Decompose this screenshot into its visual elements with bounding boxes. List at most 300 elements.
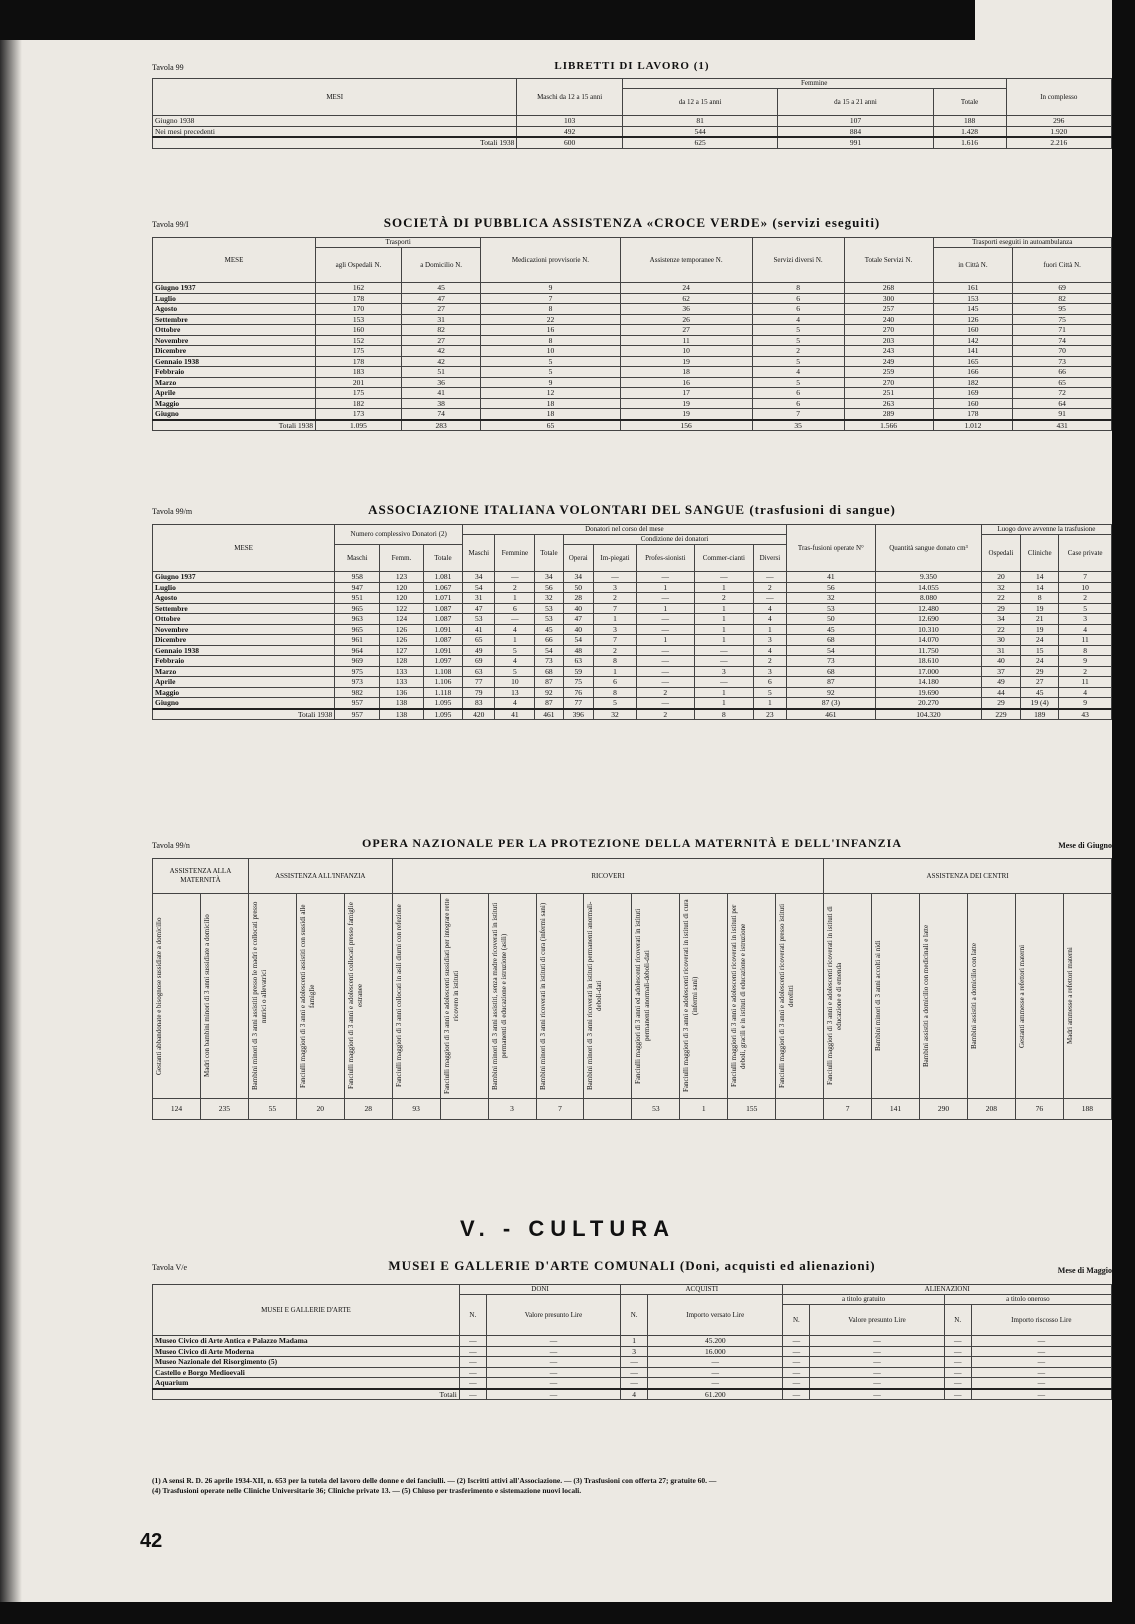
cell: 83 [463, 698, 495, 709]
tavola-label: Tavola V/e [152, 1263, 188, 1272]
cell: 10 [481, 346, 620, 357]
column-header [200, 894, 248, 1099]
cell: 12 [481, 388, 620, 399]
cell: 18 [481, 398, 620, 409]
cell: Totali 1938 [153, 709, 335, 720]
column-header-label: Madri con bambini minori di 3 anni sussidiate a domicilio [202, 914, 211, 1078]
cell: 1.081 [423, 572, 462, 583]
col-mesi: MESI [153, 79, 517, 116]
cell: 4 [1059, 624, 1112, 635]
cell: 28 [344, 1099, 392, 1120]
cell: 93 [392, 1099, 440, 1120]
cell: 23 [754, 709, 786, 720]
cell: Marzo [153, 377, 316, 388]
cell: 208 [967, 1099, 1015, 1120]
cell: 957 [335, 709, 380, 720]
cell: Luglio [153, 582, 335, 593]
cell: — [637, 624, 694, 635]
cell: — [810, 1357, 944, 1368]
cell: 27 [401, 304, 480, 315]
cell: 3 [593, 624, 636, 635]
cell: 77 [463, 677, 495, 688]
cell: 6 [752, 388, 844, 399]
col-mese: MESE [153, 525, 335, 572]
cell: 8 [1059, 645, 1112, 656]
cell: 461 [786, 709, 876, 720]
cell: 64 [1013, 398, 1112, 409]
cell: 9 [481, 283, 620, 294]
cell: 5 [495, 645, 535, 656]
cell: 136 [380, 687, 423, 698]
cell: 29 [1021, 666, 1059, 677]
cell: 6 [752, 398, 844, 409]
cell: 270 [844, 325, 933, 336]
cell: 37 [981, 666, 1021, 677]
cell: 14 [1021, 572, 1059, 583]
cell: — [944, 1346, 971, 1357]
tavola-label: Tavola 99/n [152, 841, 190, 850]
cell: 165 [933, 356, 1013, 367]
cell: 4 [752, 314, 844, 325]
cell: 461 [535, 709, 563, 720]
cell: 5 [593, 698, 636, 709]
cell: — [810, 1389, 944, 1400]
table-row [153, 677, 1112, 688]
table-row [153, 335, 1112, 346]
column-header-label: Fanciulli maggiori di 3 anni e adolescenti ricoverati in istituti di cura (infermi sani) [682, 899, 700, 1093]
cell: — [495, 572, 535, 583]
cell: — [486, 1357, 620, 1368]
cell: 2 [752, 346, 844, 357]
col-serv: Servizi diversi N. [752, 238, 844, 283]
cell: 600 [517, 137, 622, 148]
column-header-label: Gestanti abbandonate e bisognose sussidiate a domicilio [155, 917, 163, 1075]
cell: 1.106 [423, 677, 462, 688]
cell: — [971, 1346, 1111, 1357]
cell: 32 [593, 709, 636, 720]
cell: 175 [316, 388, 402, 399]
cell: 13 [495, 687, 535, 698]
cell: 66 [1013, 367, 1112, 378]
column-header-label: Fanciulli maggiori di 3 anni ed adolescenti ricoverati in istituti permanenti anormali-deboli-dati [634, 908, 652, 1084]
cell: 141 [872, 1099, 920, 1120]
col-fuori: fuori Città N. [1013, 248, 1112, 283]
column-header-label: Bambini assistiti a domicilio con medicinali e latte [922, 924, 930, 1068]
cell: Gennaio 1938 [153, 645, 335, 656]
cell: 958 [335, 572, 380, 583]
cell: 2 [495, 582, 535, 593]
cell: 6 [754, 677, 786, 688]
cell: 1 [694, 687, 754, 698]
cell: 34 [981, 614, 1021, 625]
cell: 45.200 [648, 1336, 783, 1347]
cell: 1 [637, 635, 694, 646]
cell: 1.071 [423, 593, 462, 604]
cell: 1.067 [423, 582, 462, 593]
cell: — [495, 614, 535, 625]
cell: — [783, 1357, 810, 1368]
column-header [1063, 894, 1111, 1099]
cell: Nei mesi precedenti [153, 126, 517, 137]
cell: 1.097 [423, 656, 462, 667]
table-row [153, 1336, 1112, 1347]
cell: 625 [622, 137, 777, 148]
cell: 2 [754, 582, 786, 593]
col-acq: ACQUISTI [621, 1285, 783, 1295]
cell: 24 [1021, 656, 1059, 667]
cell: 50 [786, 614, 876, 625]
cell: 54 [786, 645, 876, 656]
cell: 188 [1063, 1099, 1111, 1120]
cell: 7 [536, 1099, 584, 1120]
cell: 182 [933, 377, 1013, 388]
cell: — [593, 572, 636, 583]
cell [440, 1099, 488, 1120]
table-row [153, 572, 1112, 583]
cell: 1.566 [844, 420, 933, 431]
cell: 1 [495, 635, 535, 646]
col-maschi: Maschi da 12 a 15 anni [517, 79, 622, 116]
cell: 126 [380, 635, 423, 646]
cell: — [459, 1378, 486, 1389]
cell: 5 [495, 666, 535, 677]
cell: 73 [1013, 356, 1112, 367]
col-comm: Commer-cianti [694, 545, 754, 572]
cell: 124 [380, 614, 423, 625]
cell: — [621, 1378, 648, 1389]
cell: — [637, 698, 694, 709]
cell: 10.310 [876, 624, 982, 635]
cell: 8 [593, 656, 636, 667]
cell: 14.055 [876, 582, 982, 593]
cell: 1.108 [423, 666, 462, 677]
cell: 178 [933, 409, 1013, 420]
col-gratuito: a titolo gratuito [783, 1295, 944, 1305]
table-row [153, 388, 1112, 399]
cell: 1.091 [423, 624, 462, 635]
cell: 17 [620, 388, 752, 399]
cell: 47 [401, 293, 480, 304]
table-row [153, 314, 1112, 325]
cell: 2 [694, 593, 754, 604]
cell: 50 [563, 582, 593, 593]
col-n: N. [459, 1295, 486, 1336]
cell: 2 [754, 656, 786, 667]
column-header-label: Fanciulli maggiori di 3 anni collocati in asili diurni con refezione [394, 904, 403, 1088]
cell: 6 [752, 304, 844, 315]
col-div: Diversi [754, 545, 786, 572]
cell: 9 [481, 377, 620, 388]
cell: 10 [620, 346, 752, 357]
cell: 170 [316, 304, 402, 315]
table-row [153, 1346, 1112, 1357]
cell: 161 [933, 283, 1013, 294]
column-header [824, 894, 872, 1099]
col-impieg: Im-piegati [593, 545, 636, 572]
cell: 104.320 [876, 709, 982, 720]
cell: 51 [401, 367, 480, 378]
cell: 120 [380, 582, 423, 593]
col-totale: Totale [933, 89, 1006, 116]
cell: — [810, 1336, 944, 1347]
cell: 1.095 [316, 420, 402, 431]
column-header-label: Fanciulli maggiori di 3 anni e adolescenti sussidiati per integrare rette ricovero in istituti [442, 898, 460, 1094]
table-row [153, 377, 1112, 388]
cell: 2 [637, 709, 694, 720]
cell: — [810, 1346, 944, 1357]
cell: Agosto [153, 593, 335, 604]
cell: — [971, 1389, 1111, 1400]
cell: 2 [1059, 666, 1112, 677]
cell: 963 [335, 614, 380, 625]
total-row [153, 709, 1112, 720]
cell: 982 [335, 687, 380, 698]
cell: Febbraio [153, 367, 316, 378]
cell: — [648, 1378, 783, 1389]
cell: 66 [535, 635, 563, 646]
cell: 49 [463, 645, 495, 656]
cell: 178 [316, 293, 402, 304]
cell: 31 [463, 593, 495, 604]
col-valore: Valore presunto Lire [486, 1295, 620, 1336]
cell: 40 [981, 656, 1021, 667]
total-row [153, 137, 1112, 148]
cell: 5 [481, 367, 620, 378]
cell: Settembre [153, 314, 316, 325]
tavola-label: Tavola 99/I [152, 220, 189, 229]
cell: — [971, 1336, 1111, 1347]
col-f2: da 15 a 21 anni [778, 89, 933, 116]
cell: 431 [1013, 420, 1112, 431]
column-header [248, 894, 296, 1099]
cell: 82 [1013, 293, 1112, 304]
cell: 21 [1021, 614, 1059, 625]
cell: 4 [495, 656, 535, 667]
col-luogo: Luogo dove avvenne la trasfusione [981, 525, 1111, 535]
cell: 4 [1059, 687, 1112, 698]
column-header [632, 894, 680, 1099]
cell: — [648, 1357, 783, 1368]
cell: 87 (3) [786, 698, 876, 709]
cell: 169 [933, 388, 1013, 399]
cell: 1 [637, 603, 694, 614]
cell: 27 [620, 325, 752, 336]
col-inf: ASSISTENZA ALL'INFANZIA [248, 859, 392, 894]
cell: — [637, 572, 694, 583]
cell: 4 [754, 603, 786, 614]
cell: Museo Nazionale del Risorgimento (5) [153, 1357, 460, 1368]
column-header [920, 894, 968, 1099]
cell: 128 [380, 656, 423, 667]
cell: — [694, 656, 754, 667]
cell: 4 [621, 1389, 648, 1400]
cell: Giugno 1937 [153, 283, 316, 294]
cell: 160 [316, 325, 402, 336]
cell: 36 [620, 304, 752, 315]
table-row [153, 116, 1112, 127]
cell: 34 [463, 572, 495, 583]
column-header-label: Bambini minori di 3 anni assistiti, senza madre ricoverati in istituti permanenti di educazione e istruzione (asili) [490, 902, 508, 1090]
col-f1: da 12 a 15 anni [622, 89, 777, 116]
cell: 138 [380, 698, 423, 709]
cell: 36 [401, 377, 480, 388]
col-auto: Trasporti eseguiti in autoambulanza [933, 238, 1111, 248]
cell: 20 [296, 1099, 344, 1120]
scan-border-right [1112, 0, 1135, 1624]
cell: 7 [752, 409, 844, 420]
cell: 270 [844, 377, 933, 388]
column-header-label: Bambini minori di 3 anni ricoverati in istituti permanenti anormali-deboli-dati [586, 901, 604, 1091]
cell: 4 [754, 614, 786, 625]
cell: 19 (4) [1021, 698, 1059, 709]
table-row [153, 409, 1112, 420]
cell: 20.270 [876, 698, 982, 709]
cell: 173 [316, 409, 402, 420]
cell: 19 [1021, 603, 1059, 614]
cell: 22 [481, 314, 620, 325]
cell: 8 [481, 335, 620, 346]
cell: 41 [463, 624, 495, 635]
cell: 81 [622, 116, 777, 127]
cell: 182 [316, 398, 402, 409]
cell: 126 [380, 624, 423, 635]
cell: 1 [694, 624, 754, 635]
cell: 8 [593, 687, 636, 698]
col-operai: Operai [563, 545, 593, 572]
cell: 1.087 [423, 603, 462, 614]
cell: Maggio [153, 687, 335, 698]
col-mese: MESE [153, 238, 316, 283]
cell: 10 [1059, 582, 1112, 593]
cell: 6 [593, 677, 636, 688]
cell: Novembre [153, 624, 335, 635]
column-header [967, 894, 1015, 1099]
cell: 1.091 [423, 645, 462, 656]
col-maschi: Maschi [463, 535, 495, 572]
col-trasporti: Trasporti [316, 238, 481, 248]
cell: 68 [786, 635, 876, 646]
cell: — [459, 1389, 486, 1400]
cell: 141 [933, 346, 1013, 357]
cell: 6 [752, 293, 844, 304]
col-importo: Importo versato Lire [648, 1295, 783, 1336]
table-row [153, 126, 1112, 137]
table-row [153, 666, 1112, 677]
cell: — [944, 1367, 971, 1378]
cell: 1 [694, 698, 754, 709]
table-99m [152, 524, 1112, 720]
cell: Gennaio 1938 [153, 356, 316, 367]
cell: 6 [495, 603, 535, 614]
cell: 2 [637, 687, 694, 698]
cell: 4 [752, 367, 844, 378]
cell: — [810, 1378, 944, 1389]
cell: — [783, 1378, 810, 1389]
cell: 45 [786, 624, 876, 635]
table-99 [152, 78, 1112, 149]
cell: 5 [752, 325, 844, 336]
cell: 31 [401, 314, 480, 325]
cell: 53 [535, 614, 563, 625]
table-title: ASSOCIAZIONE ITALIANA VOLONTARI DEL SANGUE (trasfusioni di sangue) [368, 502, 896, 517]
cell: — [637, 656, 694, 667]
cell: 1.428 [933, 126, 1006, 137]
tavola-label: Tavola 99/m [152, 507, 193, 516]
cell: 249 [844, 356, 933, 367]
cell: Giugno [153, 409, 316, 420]
cell: 1 [694, 582, 754, 593]
cell: — [621, 1357, 648, 1368]
cell: 12.480 [876, 603, 982, 614]
cell: Aprile [153, 677, 335, 688]
cell: 76 [1015, 1099, 1063, 1120]
table-title: MUSEI E GALLERIE D'ARTE COMUNALI (Doni, acquisti ed alienazioni) [388, 1258, 876, 1273]
table-row [153, 687, 1112, 698]
cell: 243 [844, 346, 933, 357]
cell: 38 [401, 398, 480, 409]
cell: — [783, 1336, 810, 1347]
cell: 178 [316, 356, 402, 367]
table-row [153, 346, 1112, 357]
cell: 188 [933, 116, 1006, 127]
cell: 7 [593, 635, 636, 646]
cell: 9.350 [876, 572, 982, 583]
cell: 55 [248, 1099, 296, 1120]
col-importo2: Importo riscosso Lire [971, 1305, 1111, 1336]
cell: 183 [316, 367, 402, 378]
cell: 259 [844, 367, 933, 378]
cell: 41 [401, 388, 480, 399]
cell: 69 [1013, 283, 1112, 294]
table-title: LIBRETTI DI LAVORO (1) [554, 60, 710, 72]
cell: 14 [1021, 582, 1059, 593]
cell: 18 [481, 409, 620, 420]
cell [776, 1099, 824, 1120]
cell: 1.920 [1006, 126, 1111, 137]
table-row [153, 325, 1112, 336]
cell: 1.012 [933, 420, 1013, 431]
cell: 4 [754, 645, 786, 656]
column-header-label: Fanciulli maggiori di 3 anni e adolescenti collocati presso famiglie estranee [346, 902, 364, 1090]
table-ve [152, 1284, 1112, 1400]
cell: 1.095 [423, 698, 462, 709]
cell: 160 [933, 325, 1013, 336]
cell: 1 [754, 624, 786, 635]
cell: — [637, 666, 694, 677]
cell: 22 [981, 624, 1021, 635]
column-header-label: Bambini minori di 3 anni accolti ai nidi [874, 940, 883, 1052]
cell: 79 [463, 687, 495, 698]
cell: 203 [844, 335, 933, 346]
cell: 124 [153, 1099, 201, 1120]
cell: — [810, 1367, 944, 1378]
cell: — [459, 1357, 486, 1368]
cell: Maggio [153, 398, 316, 409]
cell: Museo Civico di Arte Antica e Palazzo Madama [153, 1336, 460, 1347]
cell: — [637, 593, 694, 604]
cell: 3 [754, 635, 786, 646]
scan-shadow-left [0, 0, 22, 1624]
cell: 1 [593, 614, 636, 625]
col-clin: Cliniche [1021, 535, 1059, 572]
cell: Totali 1938 [153, 420, 316, 431]
cell: 257 [844, 304, 933, 315]
cell: 957 [335, 698, 380, 709]
cell: 8 [481, 304, 620, 315]
cell: 95 [1013, 304, 1112, 315]
cell: 107 [778, 116, 933, 127]
cell: 32 [535, 593, 563, 604]
